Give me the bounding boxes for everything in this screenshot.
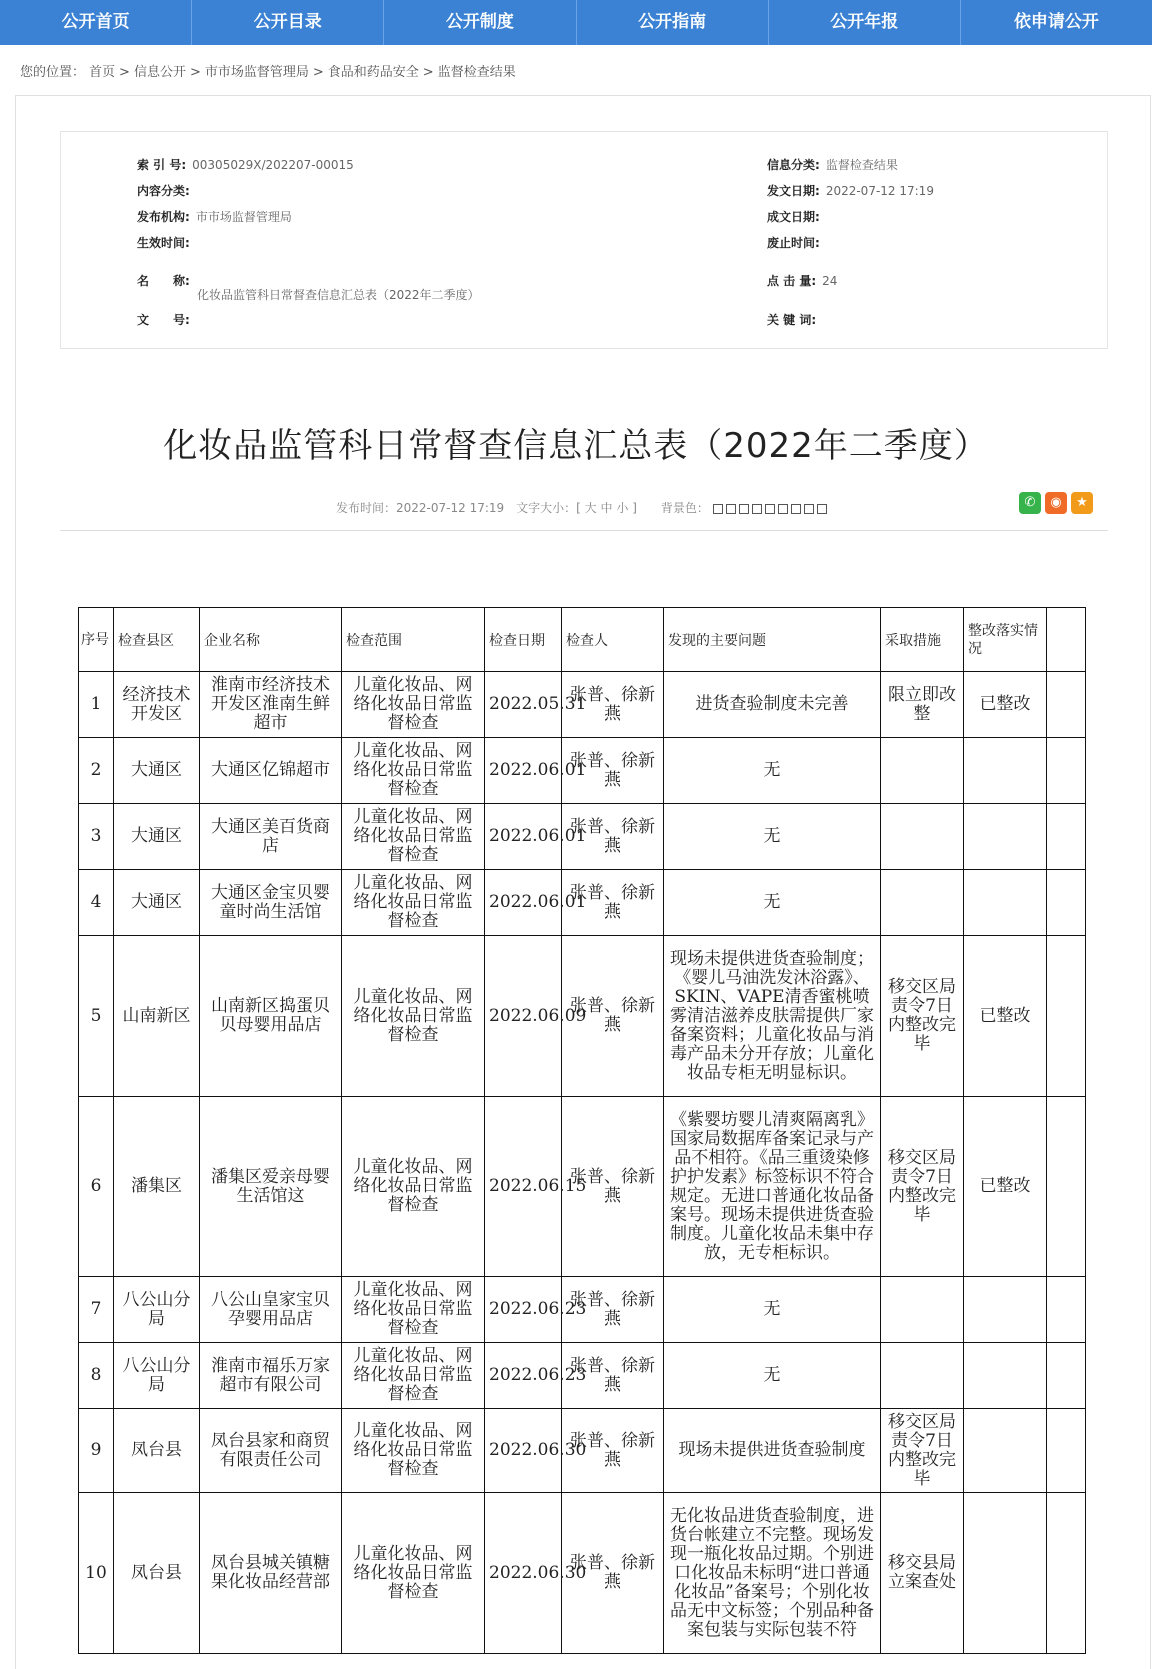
publish-time-value: 2022-07-12 17:19 bbox=[396, 501, 505, 515]
table-cell: 张普、徐新燕 bbox=[562, 1277, 664, 1343]
table-row bbox=[79, 936, 1086, 1097]
table-cell: 《紫婴坊婴儿清爽隔离乳》国家局数据库备案记录与产品不相符。《品三重烫染修护护发素》标签标识不符合规定。无进口普通化妆品备案号。现场未提供进货查验制度。儿童化妆品未集中存放，无专柜标识。 bbox=[664, 1097, 881, 1277]
table-cell: 7 bbox=[79, 1277, 114, 1343]
table-cell: 张普、徐新燕 bbox=[562, 804, 664, 870]
divider bbox=[60, 530, 1108, 531]
table-cell: 山南新区 bbox=[114, 936, 200, 1097]
table-cell: 儿童化妆品、网络化妆品日常监督检查 bbox=[342, 672, 485, 738]
table-cell: 张普、徐新燕 bbox=[562, 870, 664, 936]
table-cell: 无 bbox=[664, 870, 881, 936]
header-cell: 检查日期 bbox=[485, 608, 562, 672]
breadcrumb-sep: > bbox=[312, 65, 324, 80]
table-cell: 限立即改整 bbox=[881, 672, 964, 738]
header-cell: 检查范围 bbox=[342, 608, 485, 672]
table-cell: 已整改 bbox=[964, 672, 1047, 738]
breadcrumb-sep: > bbox=[422, 65, 434, 80]
table-cell: 张普、徐新燕 bbox=[562, 1343, 664, 1409]
table-cell: 凤台县 bbox=[114, 1409, 200, 1493]
page-title: 化妆品监管科日常督查信息汇总表（2022年二季度） bbox=[163, 426, 989, 466]
table-row bbox=[79, 1343, 1086, 1409]
table-cell: 儿童化妆品、网络化妆品日常监督检查 bbox=[342, 1493, 485, 1654]
table-cell: 2022.06.01 bbox=[485, 870, 562, 936]
breadcrumb-inspection[interactable]: 监督检查结果 bbox=[437, 65, 516, 80]
table-cell bbox=[964, 738, 1047, 804]
nav-annual-report[interactable]: 公开年报 bbox=[769, 0, 961, 45]
table-cell: 八公山分局 bbox=[114, 1343, 200, 1409]
table-cell: 八公山皇家宝贝孕婴用品店 bbox=[200, 1277, 342, 1343]
table-cell: 凤台县城关镇糖果化妆品经营部 bbox=[200, 1493, 342, 1654]
meta-effective: 生效时间: bbox=[137, 236, 190, 250]
breadcrumb-info-public[interactable]: 信息公开 bbox=[133, 65, 186, 80]
table-cell: 8 bbox=[79, 1343, 114, 1409]
table-cell bbox=[881, 804, 964, 870]
table-cell bbox=[1047, 672, 1086, 738]
table-cell: 移交县局立案查处 bbox=[881, 1493, 964, 1654]
table-cell: 山南新区捣蛋贝贝母婴用品店 bbox=[200, 936, 342, 1097]
table-row bbox=[79, 870, 1086, 936]
bg-swatch[interactable] bbox=[778, 504, 788, 514]
table-cell bbox=[881, 1343, 964, 1409]
table-cell: 2022.05.31 bbox=[485, 672, 562, 738]
table-cell: 张普、徐新燕 bbox=[562, 1493, 664, 1654]
meta-keywords: 关 键 词: bbox=[767, 313, 817, 327]
header-cell bbox=[1047, 608, 1086, 672]
table-cell: 张普、徐新燕 bbox=[562, 1409, 664, 1493]
table-cell: 3 bbox=[79, 804, 114, 870]
table-cell: 儿童化妆品、网络化妆品日常监督检查 bbox=[342, 1409, 485, 1493]
table-cell bbox=[1047, 936, 1086, 1097]
table-cell: 凤台县家和商贸有限责任公司 bbox=[200, 1409, 342, 1493]
table-row bbox=[79, 1409, 1086, 1493]
meta-hits: 点 击 量: 24 bbox=[767, 274, 838, 288]
table-row bbox=[79, 1493, 1086, 1654]
bg-swatch[interactable] bbox=[726, 504, 736, 514]
bg-swatch[interactable] bbox=[791, 504, 801, 514]
table-cell: 张普、徐新燕 bbox=[562, 672, 664, 738]
table-cell: 2022.06.01 bbox=[485, 804, 562, 870]
meta-name: 名 称: bbox=[137, 274, 190, 288]
table-cell bbox=[964, 1493, 1047, 1654]
table-cell bbox=[881, 1277, 964, 1343]
breadcrumb-food-drug[interactable]: 食品和药品安全 bbox=[327, 65, 419, 80]
bg-swatch[interactable] bbox=[817, 504, 827, 514]
font-size-large[interactable]: 大 bbox=[584, 501, 597, 515]
table-cell: 2022.06.30 bbox=[485, 1493, 562, 1654]
bg-swatch[interactable] bbox=[765, 504, 775, 514]
meta-category: 信息分类: 监督检查结果 bbox=[767, 158, 898, 172]
table-cell bbox=[964, 870, 1047, 936]
table-cell: 儿童化妆品、网络化妆品日常监督检查 bbox=[342, 1343, 485, 1409]
header-cell: 序号 bbox=[79, 608, 114, 672]
table-cell: 移交区局责令7日内整改完毕 bbox=[881, 1409, 964, 1493]
table-cell: 无化妆品进货查验制度，进货台帐建立不完整。现场发现一瓶化妆品过期。个别进口化妆品未标明“进口普通化妆品”备案号；个别化妆品无中文标签；个别品种备案包装与实际包装不符 bbox=[664, 1493, 881, 1654]
table-cell: 2022.06.01 bbox=[485, 738, 562, 804]
header-cell: 整改落实情况 bbox=[964, 608, 1047, 672]
table-cell: 9 bbox=[79, 1409, 114, 1493]
table-cell bbox=[1047, 1277, 1086, 1343]
table-cell: 经济技术开发区 bbox=[114, 672, 200, 738]
table-cell: 2022.06.15 bbox=[485, 1097, 562, 1277]
table-cell: 2022.06.23 bbox=[485, 1277, 562, 1343]
table-cell: 大通区亿锦超市 bbox=[200, 738, 342, 804]
table-cell bbox=[1047, 804, 1086, 870]
table-cell: 10 bbox=[79, 1493, 114, 1654]
breadcrumb bbox=[20, 61, 520, 80]
table-cell: 大通区美百货商店 bbox=[200, 804, 342, 870]
meta-written-date: 成文日期: bbox=[767, 210, 820, 224]
table-cell: 淮南市经济技术开发区淮南生鲜超市 bbox=[200, 672, 342, 738]
publish-info-bar bbox=[336, 499, 830, 516]
table-cell: 已整改 bbox=[964, 936, 1047, 1097]
table-cell: 大通区金宝贝婴童时尚生活馆 bbox=[200, 870, 342, 936]
header-cell: 检查县区 bbox=[114, 608, 200, 672]
table-cell: 移交区局责令7日内整改完毕 bbox=[881, 936, 964, 1097]
nav-guide[interactable]: 公开指南 bbox=[577, 0, 769, 45]
table-cell: 张普、徐新燕 bbox=[562, 936, 664, 1097]
table-cell: 大通区 bbox=[114, 870, 200, 936]
table-cell: 大通区 bbox=[114, 804, 200, 870]
table-cell bbox=[1047, 1493, 1086, 1654]
nav-system[interactable]: 公开制度 bbox=[384, 0, 576, 45]
table-cell bbox=[964, 804, 1047, 870]
table-cell bbox=[1047, 870, 1086, 936]
table-cell: 儿童化妆品、网络化妆品日常监督检查 bbox=[342, 804, 485, 870]
bg-swatch[interactable] bbox=[739, 504, 749, 514]
metadata-panel bbox=[60, 131, 1108, 349]
table-cell: 6 bbox=[79, 1097, 114, 1277]
table-row bbox=[79, 738, 1086, 804]
publish-time-label: 发布时间： bbox=[336, 501, 397, 515]
table-cell: 儿童化妆品、网络化妆品日常监督检查 bbox=[342, 936, 485, 1097]
nav-home[interactable]: 公开首页 bbox=[0, 0, 192, 45]
table-cell: 现场未提供进货查验制度 bbox=[664, 1409, 881, 1493]
font-size-medium[interactable]: 中 bbox=[600, 501, 613, 515]
table-cell: 无 bbox=[664, 738, 881, 804]
table-cell: 进货查验制度未完善 bbox=[664, 672, 881, 738]
table-cell: 凤台县 bbox=[114, 1493, 200, 1654]
table-cell: 大通区 bbox=[114, 738, 200, 804]
table-cell: 潘集区 bbox=[114, 1097, 200, 1277]
table-cell: 潘集区爱亲母婴生活馆这 bbox=[200, 1097, 342, 1277]
table-row bbox=[79, 672, 1086, 738]
table-row bbox=[79, 1277, 1086, 1343]
favorite-icon[interactable]: ★ bbox=[1071, 492, 1093, 514]
table-cell bbox=[964, 1343, 1047, 1409]
inspection-table bbox=[78, 607, 1086, 1654]
nav-catalog[interactable]: 公开目录 bbox=[192, 0, 384, 45]
table-cell: 现场未提供进货查验制度；《婴儿马油洗发沐浴露》、SKIN、VAPE清香蜜桃喷雾清洁滋养皮肤需提供厂家备案资料；儿童化妆品与消毒产品未分开存放；儿童化妆品专柜无明显标识。 bbox=[664, 936, 881, 1097]
table-row bbox=[79, 1097, 1086, 1277]
table-cell: 淮南市福乐万家超市有限公司 bbox=[200, 1343, 342, 1409]
table-cell: 张普、徐新燕 bbox=[562, 1097, 664, 1277]
table-cell bbox=[881, 738, 964, 804]
table-cell bbox=[1047, 1409, 1086, 1493]
meta-docno: 文 号: bbox=[137, 313, 190, 327]
table-cell bbox=[1047, 738, 1086, 804]
table-cell: 4 bbox=[79, 870, 114, 936]
table-cell: 张普、徐新燕 bbox=[562, 738, 664, 804]
font-size-end: ] bbox=[632, 501, 637, 515]
table-cell: 儿童化妆品、网络化妆品日常监督检查 bbox=[342, 1277, 485, 1343]
breadcrumb-sep: > bbox=[189, 65, 201, 80]
table-cell bbox=[964, 1409, 1047, 1493]
table-cell: 无 bbox=[664, 804, 881, 870]
meta-content: 内容分类: bbox=[137, 184, 190, 198]
table-cell: 5 bbox=[79, 936, 114, 1097]
nav-apply[interactable]: 依申请公开 bbox=[1013, 12, 1099, 32]
bg-swatch[interactable] bbox=[804, 504, 814, 514]
table-cell: 儿童化妆品、网络化妆品日常监督检查 bbox=[342, 738, 485, 804]
bg-swatch[interactable] bbox=[713, 504, 723, 514]
breadcrumb-prefix: 您的位置： bbox=[20, 65, 86, 80]
top-navigation bbox=[0, 0, 1152, 45]
font-size-small[interactable]: 小 bbox=[616, 501, 629, 515]
table-row bbox=[79, 804, 1086, 870]
table-cell: 1 bbox=[79, 672, 114, 738]
table-cell: 2022.06.23 bbox=[485, 1343, 562, 1409]
font-size-label: 文字大小：[ bbox=[516, 501, 581, 515]
table-cell: 2022.06.30 bbox=[485, 1409, 562, 1493]
table-cell bbox=[964, 1277, 1047, 1343]
table-cell: 儿童化妆品、网络化妆品日常监督检查 bbox=[342, 870, 485, 936]
bg-color-label: 背景色： bbox=[660, 501, 709, 515]
table-cell: 儿童化妆品、网络化妆品日常监督检查 bbox=[342, 1097, 485, 1277]
breadcrumb-home[interactable]: 首页 bbox=[89, 65, 116, 80]
table-cell bbox=[881, 870, 964, 936]
meta-index: 索 引 号: 00305029X/202207-00015 bbox=[137, 158, 354, 172]
breadcrumb-bureau[interactable]: 市市场监督管理局 bbox=[204, 65, 309, 80]
bg-swatch[interactable] bbox=[752, 504, 762, 514]
table-cell: 移交区局责令7日内整改完毕 bbox=[881, 1097, 964, 1277]
header-cell: 检查人 bbox=[562, 608, 664, 672]
table-cell: 已整改 bbox=[964, 1097, 1047, 1277]
meta-publisher: 发布机构: 市市场监督管理局 bbox=[137, 210, 292, 224]
weibo-icon[interactable]: ◉ bbox=[1045, 492, 1067, 514]
table-cell: 无 bbox=[664, 1277, 881, 1343]
table-header-row bbox=[79, 608, 1086, 672]
breadcrumb-sep: > bbox=[119, 65, 130, 80]
header-cell: 采取措施 bbox=[881, 608, 964, 672]
header-cell: 企业名称 bbox=[200, 608, 342, 672]
header-cell: 发现的主要问题 bbox=[664, 608, 881, 672]
table-cell bbox=[1047, 1343, 1086, 1409]
table-cell: 八公山分局 bbox=[114, 1277, 200, 1343]
wechat-icon[interactable]: ✆ bbox=[1019, 492, 1041, 514]
meta-issue-date: 发文日期: 2022-07-12 17:19 bbox=[767, 184, 934, 198]
table-cell: 2022.06.09 bbox=[485, 936, 562, 1097]
table-cell: 无 bbox=[664, 1343, 881, 1409]
table-cell: 2 bbox=[79, 738, 114, 804]
meta-abolish: 废止时间: bbox=[767, 236, 820, 250]
meta-name-value: 化妆品监管科日常督查信息汇总表（2022年二季度） bbox=[197, 288, 480, 302]
table-cell bbox=[1047, 1097, 1086, 1277]
